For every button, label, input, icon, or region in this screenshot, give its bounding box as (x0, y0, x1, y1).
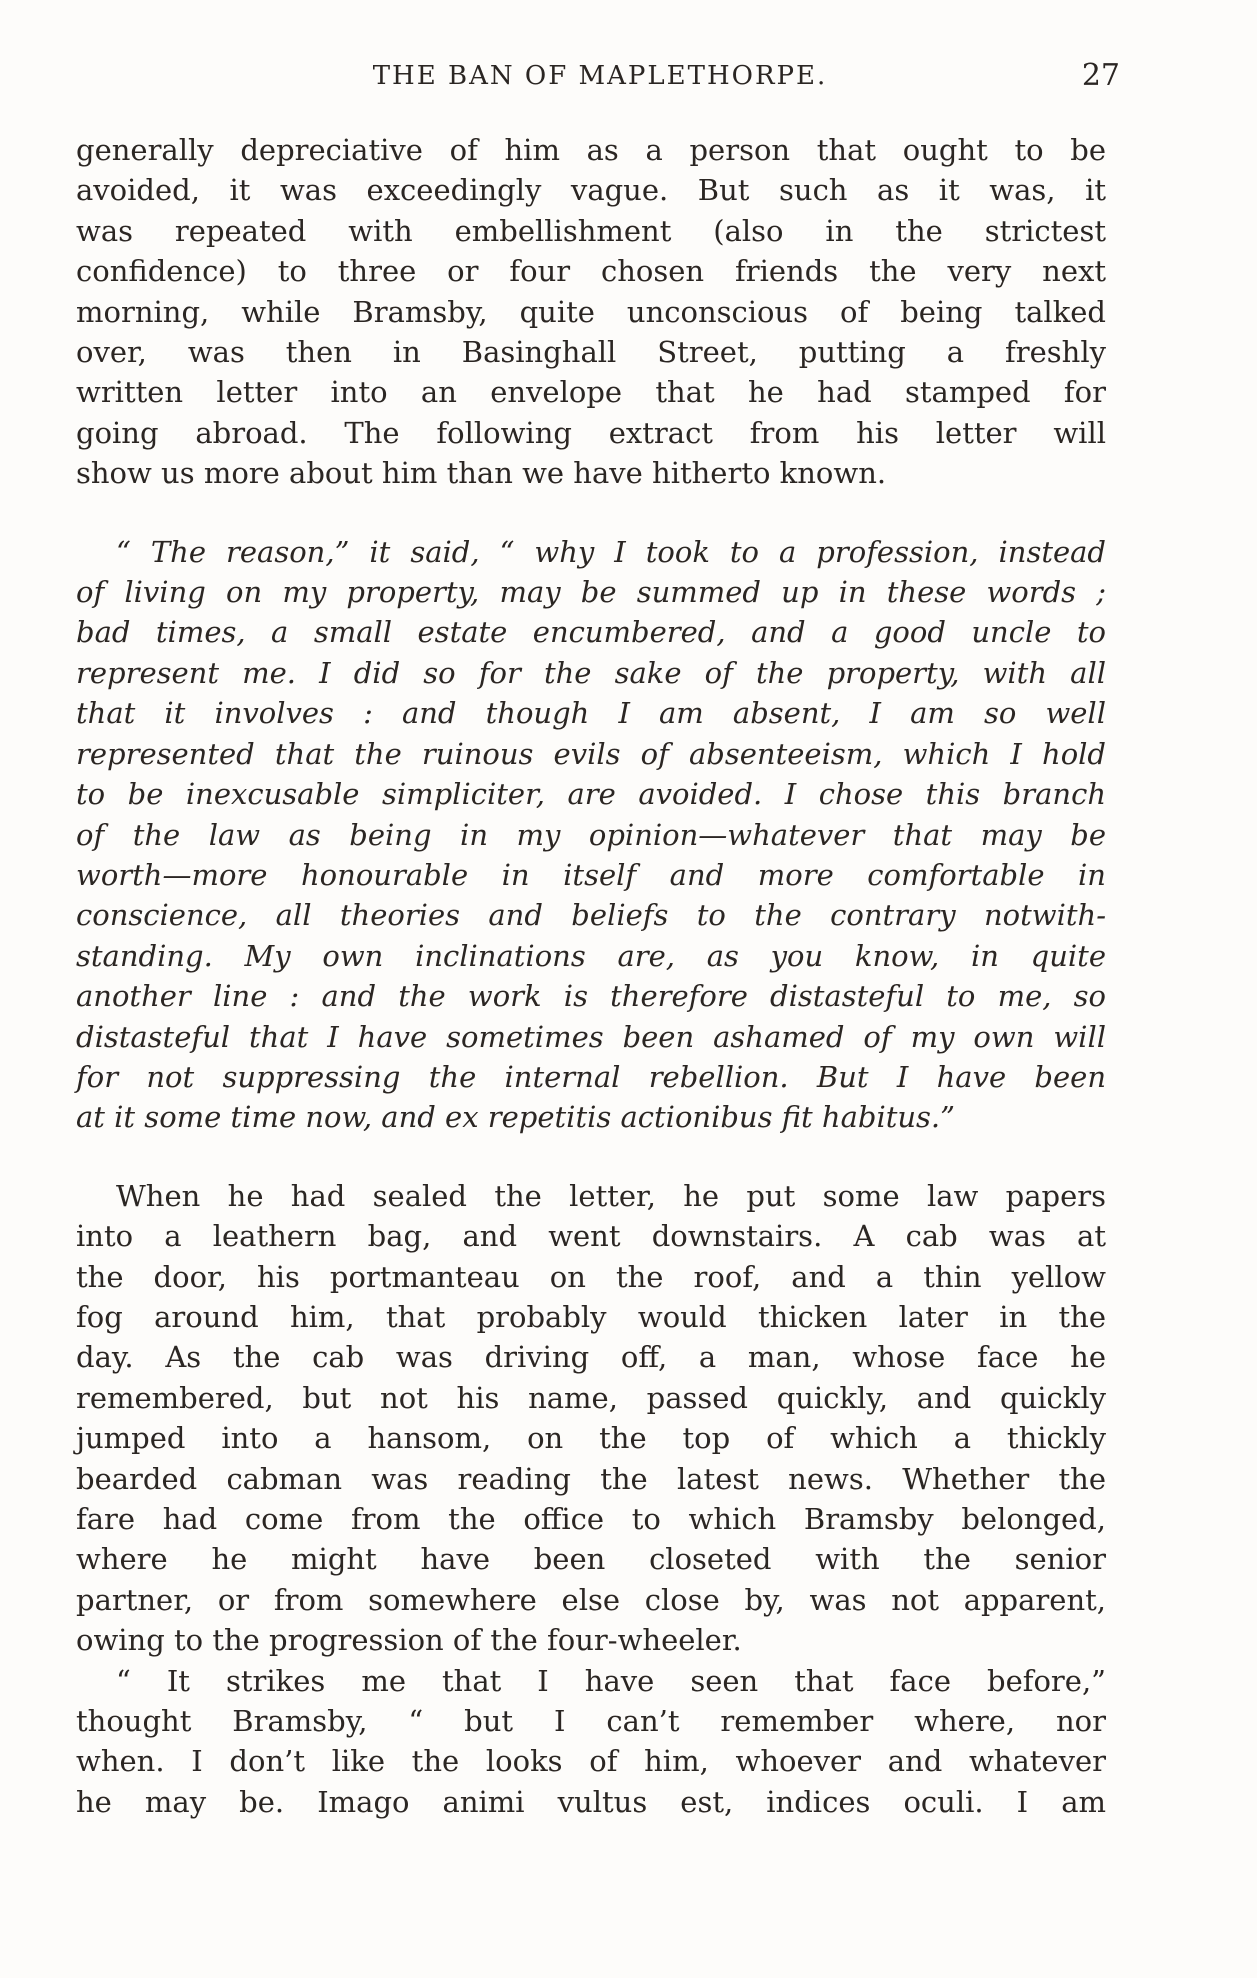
text-line: represented that the ruinous evils of absenteeism, which I hold (76, 736, 1106, 771)
text-line: the door, his portmanteau on the roof, and a thin yellow (76, 1259, 1106, 1294)
text-line: bearded cabman was reading the latest news. Whether the (76, 1461, 1106, 1496)
text-line: that it involves : and though I am absent, I am so well (76, 696, 1106, 731)
paragraph-4 (76, 1661, 1106, 1823)
text-line: where he might have been closeted with the senior (76, 1542, 1106, 1577)
text-line: bad times, a small estate encumbered, and a good uncle to (76, 615, 1106, 650)
text-line: confidence) to three or four chosen friends the very next (76, 254, 1106, 289)
letter-extract (76, 532, 1106, 1138)
text-line: day. As the cab was driving off, a man, whose face he (76, 1340, 1106, 1375)
text-line: thought Bramsby, “ but I can’t remember where, nor (76, 1704, 1106, 1739)
text-line: he may be. Imago animi vultus est, indices oculi. I am (76, 1784, 1106, 1819)
text-line: another line : and the work is therefore distasteful to me, so (76, 979, 1106, 1014)
text-line: show us more about him than we have hitherto known. (76, 456, 887, 491)
text-line: conscience, all theories and beliefs to the contrary notwith- (76, 898, 1106, 933)
text-line: over, was then in Basinghall Street, putting a freshly (76, 335, 1106, 370)
text-line: distasteful that I have sometimes been ashamed of my own will (76, 1019, 1106, 1054)
text-line: When he had sealed the letter, he put some law papers (116, 1178, 1106, 1213)
paragraph-gap (76, 1138, 1106, 1176)
text-line: remembered, but not his name, passed quickly, and quickly (76, 1380, 1106, 1415)
text-line: represent me. I did so for the sake of the property, with all (76, 655, 1106, 690)
body-text (76, 130, 1106, 1822)
text-line: fog around him, that probably would thicken later in the (76, 1299, 1106, 1334)
running-head (80, 58, 1120, 94)
text-line: standing. My own inclinations are, as you know, in quite (76, 938, 1106, 973)
text-line: for not suppressing the internal rebellion. But I have been (76, 1059, 1106, 1094)
text-line: at it some time now, and ex repetitis actionibus fit habitus.” (76, 1100, 955, 1135)
text-line: generally depreciative of him as a person that ought to be (76, 133, 1106, 167)
text-line: going abroad. The following extract from his letter will (76, 415, 1106, 450)
running-title: THE BAN OF MAPLETHORPE. (372, 61, 828, 91)
text-line: worth—more honourable in itself and more comfortable in (76, 857, 1106, 892)
text-line: written letter into an envelope that he had stamped for (76, 375, 1106, 410)
text-line: into a leathern bag, and went downstairs. A cab was at (76, 1219, 1106, 1254)
text-line: of the law as being in my opinion—whatever that may be (76, 817, 1106, 852)
text-line: of living on my property, may be summed up in these words ; (76, 575, 1106, 610)
text-line: avoided, it was exceedingly vague. But such as it was, it (76, 173, 1106, 208)
page-number: 27 (1081, 58, 1120, 93)
text-line: partner, or from somewhere else close by, was not apparent, (76, 1582, 1106, 1617)
text-line: was repeated with embellishment (also in the strictest (76, 213, 1106, 248)
paragraph-1 (76, 130, 1106, 494)
text-line: fare had come from the office to which Bramsby belonged, (76, 1502, 1106, 1536)
text-line: “ It strikes me that I have seen that face before,” (116, 1663, 1106, 1698)
text-line: “ The reason,” it said, “ why I took to a profession, instead (116, 534, 1106, 569)
paragraph-gap (76, 494, 1106, 532)
text-line: to be inexcusable simpliciter, are avoided. I chose this branch (76, 777, 1106, 812)
text-line: morning, while Bramsby, quite unconscious of being talked (76, 294, 1106, 329)
text-line: owing to the progression of the four-wheeler. (76, 1623, 742, 1658)
text-line: when. I don’t like the looks of him, whoever and whatever (76, 1744, 1106, 1779)
text-line: jumped into a hansom, on the top of which a thickly (76, 1421, 1106, 1456)
paragraph-3 (76, 1176, 1106, 1661)
